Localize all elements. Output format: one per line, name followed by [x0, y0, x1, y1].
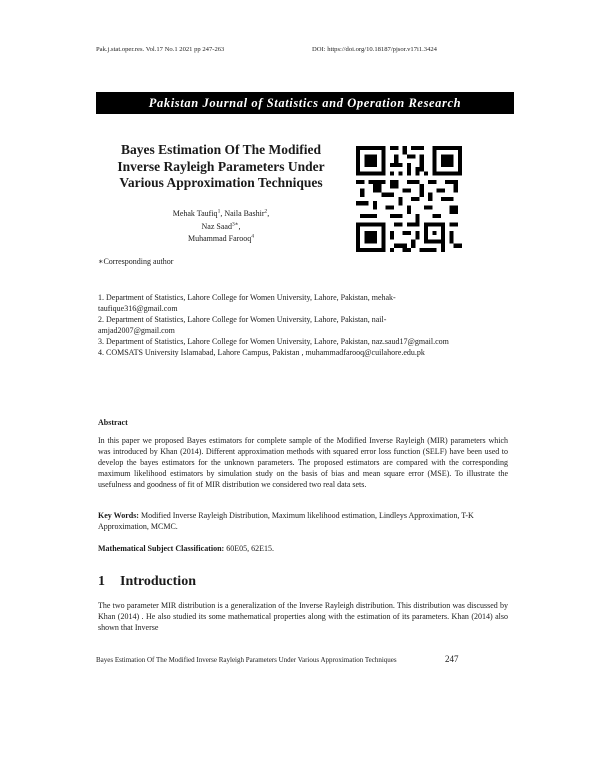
qr-code-icon[interactable] — [356, 146, 462, 252]
author-affil-mark: 1 — [217, 208, 221, 215]
author-name: Naila Bashir — [224, 209, 265, 218]
keywords-text: Modified Inverse Rayleigh Distribution, Maximum likelihood estimation, Lindleys Approximation, T-K Approximation, MCMC. — [98, 511, 474, 531]
abstract-text: In this paper we proposed Bayes estimators for complete sample of the Modified Inverse Rayleigh (MIR) parameters which was introduced by Khan (2014). Different approximation methods with squared error loss function (SELF) have been used to develop the bayes estimators for the unknown parameters. The proposed estimators are compared with the corresponding maximum likelihood estimators by simulation study on the basis of bias and mean square error (MSE). To illustrate the usefulness and goodness of fit of MIR distribution we considered two real data sets. — [98, 436, 508, 489]
header-doi[interactable]: DOI: https://doi.org/10.18187/pjsor.v17i1.3424 — [312, 46, 437, 53]
affiliation-line: 3. Department of Statistics, Lahore College for Women University, Lahore, Pakistan, naz.saud17@gmail.com — [98, 337, 449, 346]
affiliation-line: 2. Department of Statistics, Lahore College for Women University, Lahore, Pakistan, nail- — [98, 315, 387, 324]
title-line: Bayes Estimation Of The Modified — [120, 142, 321, 157]
affiliation-line: 4. COMSATS University Islamabad, Lahore Campus, Pakistan , muhammadfarooq@cuilahore.edu.pk — [98, 348, 425, 357]
section-number: 1 — [98, 574, 105, 589]
paper-title — [100, 142, 342, 192]
msc-codes: 60E05, 62E15. — [226, 544, 274, 553]
affiliation-line: 1. Department of Statistics, Lahore College for Women University, Lahore, Pakistan, mehak- — [98, 293, 396, 302]
author-name: Mehak Taufiq — [172, 209, 218, 218]
author-list: Mehak Taufiq$^1$, Naila Bashir$^2$, Naz Saad$^{3∗}$, Muhammad Farooq$^4$ — [172, 208, 270, 244]
affiliation-line: taufique316@gmail.com — [98, 304, 178, 313]
author-affil-mark: 2 — [264, 208, 268, 215]
author-name: Muhammad Farooq — [187, 234, 252, 244]
author-affil-mark: 3∗ — [231, 220, 239, 227]
keywords-label: Key Words: — [98, 511, 139, 520]
author-name: Naz Saad — [201, 221, 232, 231]
journal-name: Pakistan Journal of Statistics and Operation Research — [148, 96, 462, 110]
title-line: Inverse Rayleigh Parameters Under — [117, 158, 325, 174]
keywords — [98, 510, 508, 532]
msc-label: Mathematical Subject Classification: — [98, 544, 225, 553]
affiliation-line: amjad2007@gmail.com — [98, 326, 175, 335]
msc-classification — [98, 544, 274, 553]
section-heading — [98, 574, 196, 590]
journal-banner — [96, 92, 514, 114]
running-title-footer: Bayes Estimation Of The Modified Inverse Rayleigh Parameters Under Various Approximation Techniques — [96, 656, 397, 664]
section-title: Introduction — [120, 574, 196, 589]
title-line: Various Approximation Techniques — [119, 175, 323, 190]
page-number: 247 — [445, 654, 459, 664]
corresponding-author-note: ∗Corresponding author — [98, 257, 174, 266]
author-affil-mark: 4 — [251, 233, 255, 240]
introduction-text: The two parameter MIR distribution is a generalization of the Inverse Rayleigh distribution. This distribution was discussed by Khan (2014) . He also studied its some mathematical properties along with the estimation of its parameters. Khan (2014) also shown that Inverse — [98, 601, 508, 632]
affiliations — [98, 292, 518, 358]
abstract-heading: Abstract — [98, 418, 128, 427]
header-citation: Pak.j.stat.oper.res. Vol.17 No.1 2021 pp 247-263 — [96, 46, 225, 53]
